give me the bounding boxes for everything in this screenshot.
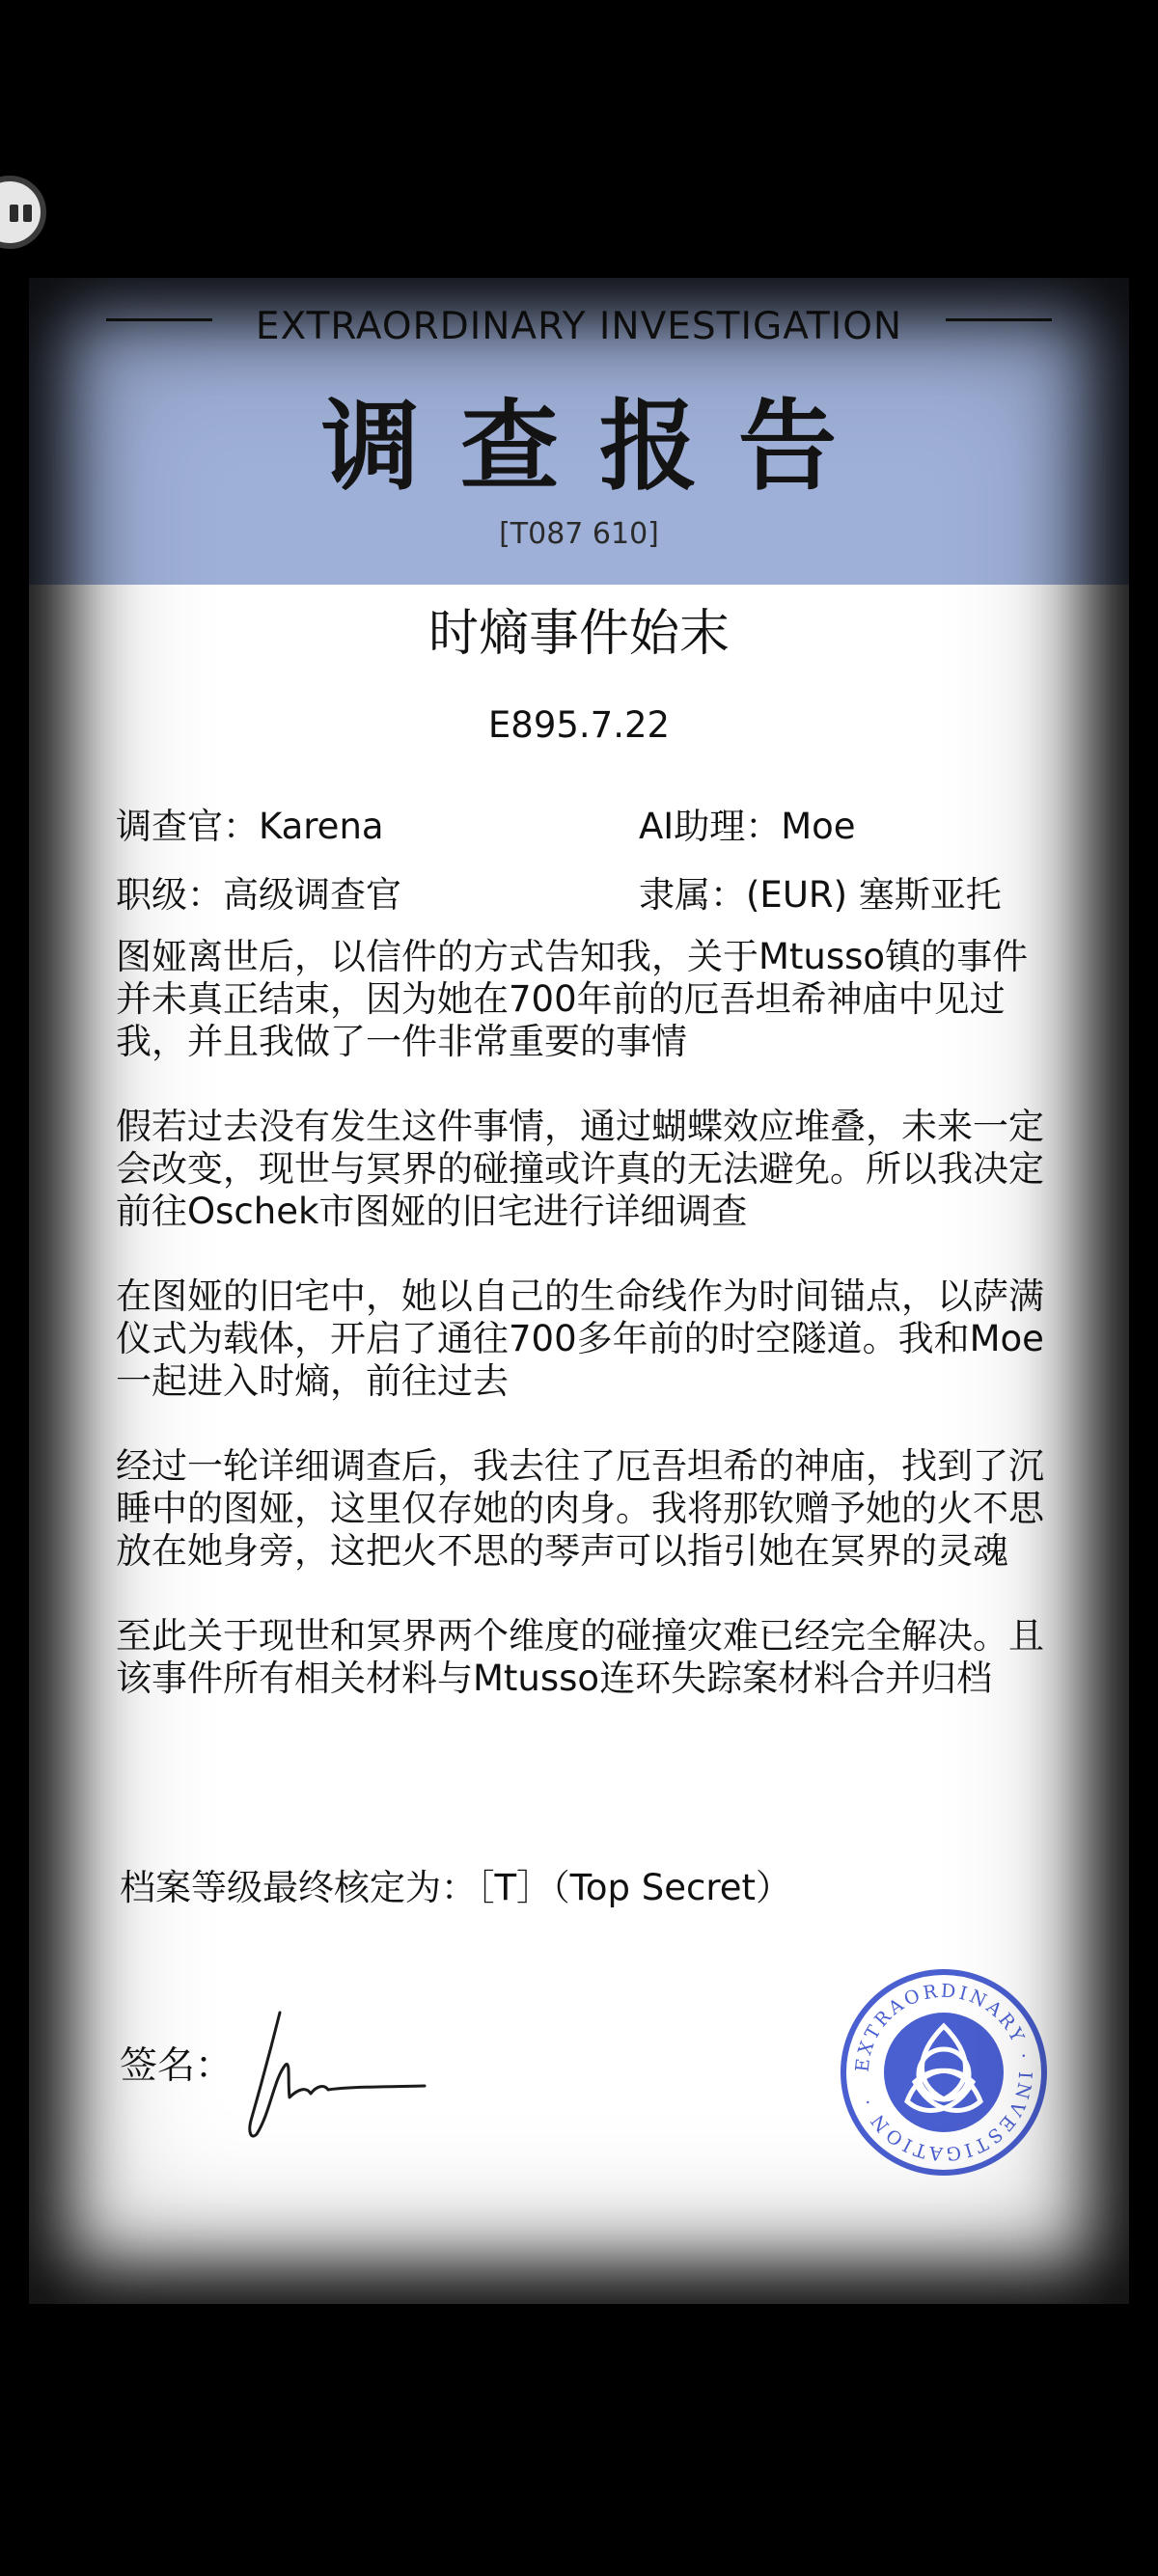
svg-text:EXTRAORDINARY · INVESTIGATION: EXTRAORDINARY · INVESTIGATION · bbox=[851, 1980, 1036, 2165]
pause-button[interactable] bbox=[0, 176, 46, 249]
report-header bbox=[29, 278, 1129, 585]
report-body bbox=[116, 936, 1062, 1742]
paragraph: 图娅离世后，以信件的方式告知我，关于Mtusso镇的事件并未真正结束，因为她在700年前的厄吾坦希神庙中见过我，并且我做了一件非常重要的事情 bbox=[116, 936, 1029, 1062]
report-code: [T087 610] bbox=[499, 517, 659, 551]
assistant-field: AI助理：Moe bbox=[639, 806, 856, 847]
affiliation-field: 隶属：(EUR) 塞斯亚托 bbox=[639, 874, 1002, 916]
main-title: 调查报告 bbox=[321, 390, 877, 505]
pause-icon bbox=[10, 205, 18, 222]
signature-label: 签名： bbox=[120, 2044, 234, 2088]
paragraph: 经过一轮详细调查后，我去往了厄吾坦希的神庙，找到了沉睡中的图娅，这里仅存她的肉身。我将那钦赠予她的火不思放在她身旁，这把火不思的琴声可以指引她在冥界的灵魂 bbox=[116, 1445, 1044, 1572]
header-title: EXTRAORDINARY INVESTIGATION bbox=[255, 305, 903, 348]
signature-graphic bbox=[232, 2005, 463, 2150]
paragraph: 至此关于现世和冥界两个维度的碰撞灾难已经完全解决。且该事件所有相关材料与Mtusso连环失踪案材料合并归档 bbox=[116, 1615, 1044, 1699]
archive-level: 档案等级最终核定为：［T］（Top Secret） bbox=[120, 1867, 792, 1908]
rank-field: 职级：高级调查官 bbox=[116, 874, 401, 916]
report-paper bbox=[29, 278, 1129, 2304]
event-title: 时熵事件始末 bbox=[427, 605, 730, 663]
investigator-field: 调查官：Karena bbox=[116, 806, 384, 847]
paragraph: 假若过去没有发生这件事情，通过蝴蝶效应堆叠，未来一定会改变，现世与冥界的碰撞或许真的无法避免。所以我决定前往Oschek市图娅的旧宅进行详细调查 bbox=[116, 1106, 1044, 1232]
investigation-seal bbox=[838, 1966, 1050, 2179]
paragraph: 在图娅的旧宅中，她以自己的生命线作为时间锚点，以萨满仪式为载体，开启了通往700多年前的时空隧道。我和Moe一起进入时熵，前往过去 bbox=[116, 1275, 1044, 1402]
pause-icon-bar bbox=[23, 205, 32, 222]
event-date: E895.7.22 bbox=[487, 704, 671, 746]
